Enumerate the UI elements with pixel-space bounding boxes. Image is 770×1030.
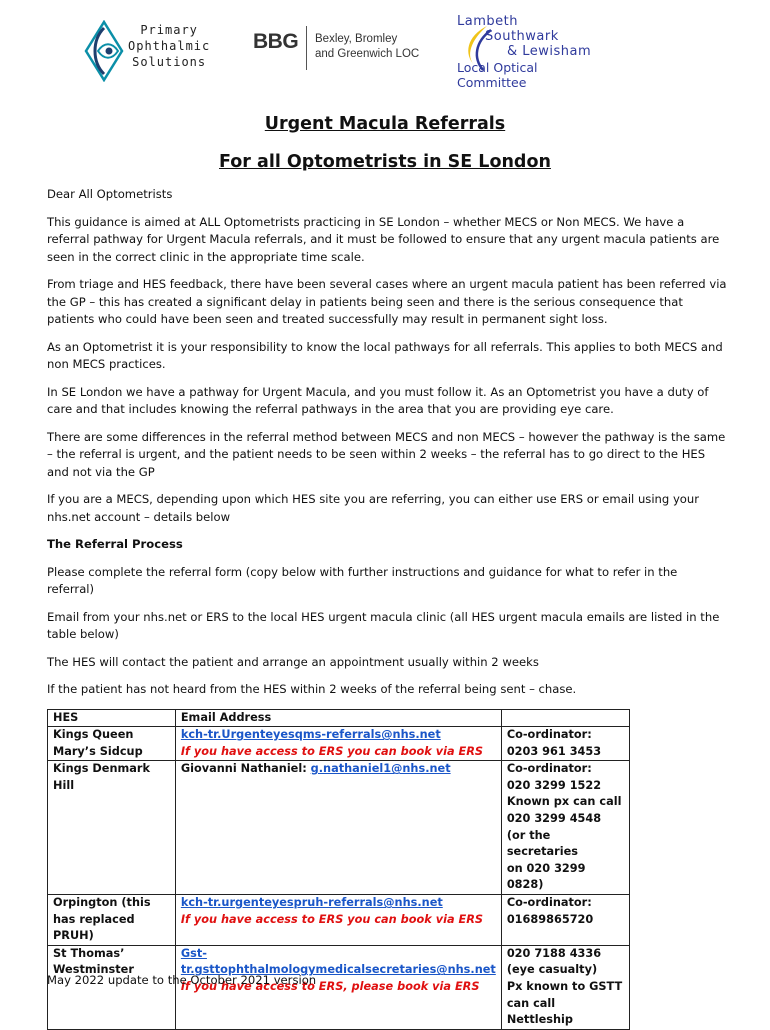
- table-row: [48, 727, 630, 761]
- header-hes: HES: [48, 709, 176, 727]
- hes-name: St Thomas’ Westminster: [48, 945, 176, 1029]
- lsl-line-4: Local Optical Committee: [457, 60, 538, 90]
- contact-line: 020 3299 4548: [506, 812, 602, 826]
- process-step-2: Email from your nhs.net or ERS to the local HES urgent macula clinic (all HES urgent macula emails are listed in the table below): [47, 609, 720, 641]
- contact-line: Co-ordinator:: [506, 896, 592, 910]
- process-step-3: The HES will contact the patient and arrange an appointment usually within 2 weeks: [47, 654, 539, 669]
- contact-line: 020 7188 4336 (eye casualty): [506, 946, 602, 977]
- bbg-divider: [306, 26, 307, 70]
- email-cell: [175, 895, 501, 946]
- bbg-abbr: BBG: [253, 30, 299, 53]
- primary-ophthalmic-solutions-logo: [82, 20, 227, 82]
- process-heading: The Referral Process: [47, 537, 183, 551]
- email-cell: [175, 945, 501, 1029]
- ers-note: If you have access to ERS you can book via ERS: [180, 912, 484, 926]
- contact-line: (or the secretaries: [506, 828, 578, 859]
- contact-line: on 020 3299 0828): [506, 861, 586, 892]
- ers-note: If you have access to ERS, please book via ERS: [180, 980, 480, 993]
- email-link[interactable]: kch-tr.urgenteyespruh-referrals@nhs.net: [180, 896, 443, 910]
- contact-line: Known px can call: [506, 795, 622, 809]
- logo-strip: [0, 12, 770, 90]
- email-cell: [175, 727, 501, 761]
- contact-line: 01689865720: [506, 912, 594, 926]
- page-title: Urgent Macula Referrals: [264, 114, 506, 134]
- hes-name: Kings Denmark Hill: [48, 761, 176, 895]
- lsl-line-1: Lambeth: [457, 14, 518, 29]
- footer-version-note: May 2022 update to the October 2021 version: [47, 973, 317, 987]
- eye-emblem-icon: [82, 20, 126, 82]
- bbg-line-2: and Greenwich LOC: [315, 48, 420, 60]
- table-row: [48, 895, 630, 946]
- header-email: Email Address: [175, 709, 501, 727]
- email-cell: [175, 761, 501, 895]
- pos-line-2: Ophthalmic: [128, 39, 211, 53]
- letter-body: [47, 186, 727, 1030]
- process-step-4: If the patient has not heard from the HES within 2 weeks of the referral being sent – chase.: [47, 682, 577, 696]
- pos-line-1: Primary: [140, 23, 198, 37]
- lsl-line-2: Southwark: [485, 29, 559, 44]
- pos-wordmark: [128, 22, 210, 70]
- email-link[interactable]: g.nathaniel1@nhs.net: [310, 762, 451, 776]
- header-contact: [501, 709, 629, 727]
- contact-line: Co-ordinator:: [506, 762, 592, 776]
- lsl-loc-logo: [455, 14, 605, 90]
- contact-cell: [501, 761, 629, 895]
- bbg-name: [315, 32, 419, 62]
- process-step-1: Please complete the referral form (copy below with further instructions and guidance for what to refer in the referral): [47, 564, 678, 596]
- paragraph-responsibility: As an Optometrist it is your responsibility to know the local pathways for all referrals. This applies to both MECS and non MECS practices.: [47, 339, 723, 371]
- email-link[interactable]: kch-tr.Urgenteyesqms-referrals@nhs.net: [180, 728, 441, 742]
- email-link-part-2[interactable]: tr.gsttophthalmologymedicalsecretaries@nhs.net: [180, 963, 496, 977]
- contact-line: 0203 961 3453: [506, 744, 602, 758]
- lsl-line-3: & Lewisham: [507, 44, 592, 59]
- table-row: [48, 945, 630, 1029]
- greeting: Dear All Optometrists: [47, 187, 173, 201]
- table-row: [48, 761, 630, 895]
- contact-line: Px known to GSTT can call Nettleship: [506, 980, 623, 1027]
- paragraph-differences: There are some differences in the referral method between MECS and non MECS – however the pathway is the same – the referral is urgent, and the patient needs to be seen within 2 weeks – the referral has to go direct to the HES and not via the GP: [47, 429, 726, 479]
- hes-name: Orpington (this has replaced PRUH): [48, 895, 176, 946]
- hes-name: Kings Queen Mary’s Sidcup: [48, 727, 176, 761]
- paragraph-guidance: This guidance is aimed at ALL Optometrists practicing in SE London – whether MECS or Non MECS. We have a referral pathway for Urgent Macula referrals, and it must be followed to ensure that any urgent macula patients are seen in the correct clinic in the appropriate time scale.: [47, 214, 720, 264]
- contact-cell: [501, 727, 629, 761]
- paragraph-pathway: In SE London we have a pathway for Urgent Macula, and you must follow it. As an Optometrist you have a duty of care and that includes knowing the referral pathways in the area that you are providing eye care.: [47, 384, 709, 416]
- contact-person: Giovanni Nathaniel:: [180, 762, 311, 776]
- table-header-row: [48, 709, 630, 727]
- bbg-line-1: Bexley, Bromley: [315, 33, 398, 45]
- ers-note: If you have access to ERS you can book via ERS: [180, 744, 484, 758]
- contact-line: 020 3299 1522: [506, 778, 602, 792]
- email-link-part-1[interactable]: Gst-: [180, 946, 207, 960]
- page-subtitle: For all Optometrists in SE London: [219, 152, 551, 172]
- bbg-loc-logo: [253, 22, 443, 77]
- pos-line-3: Solutions: [132, 55, 207, 69]
- contact-cell: [501, 895, 629, 946]
- contact-cell: [501, 945, 629, 1029]
- paragraph-mecs: If you are a MECS, depending upon which HES site you are referring, you can either use ERS or email using your nhs.net account – details below: [47, 492, 700, 524]
- contact-line: Co-ordinator:: [506, 728, 592, 742]
- paragraph-triage: From triage and HES feedback, there have been several cases where an urgent macula patient has been referred via the GP – this has created a significant delay in patients being seen and there is the serious consequence that patients who could have been seen and treated successfully may result in permanent sight loss.: [47, 277, 727, 326]
